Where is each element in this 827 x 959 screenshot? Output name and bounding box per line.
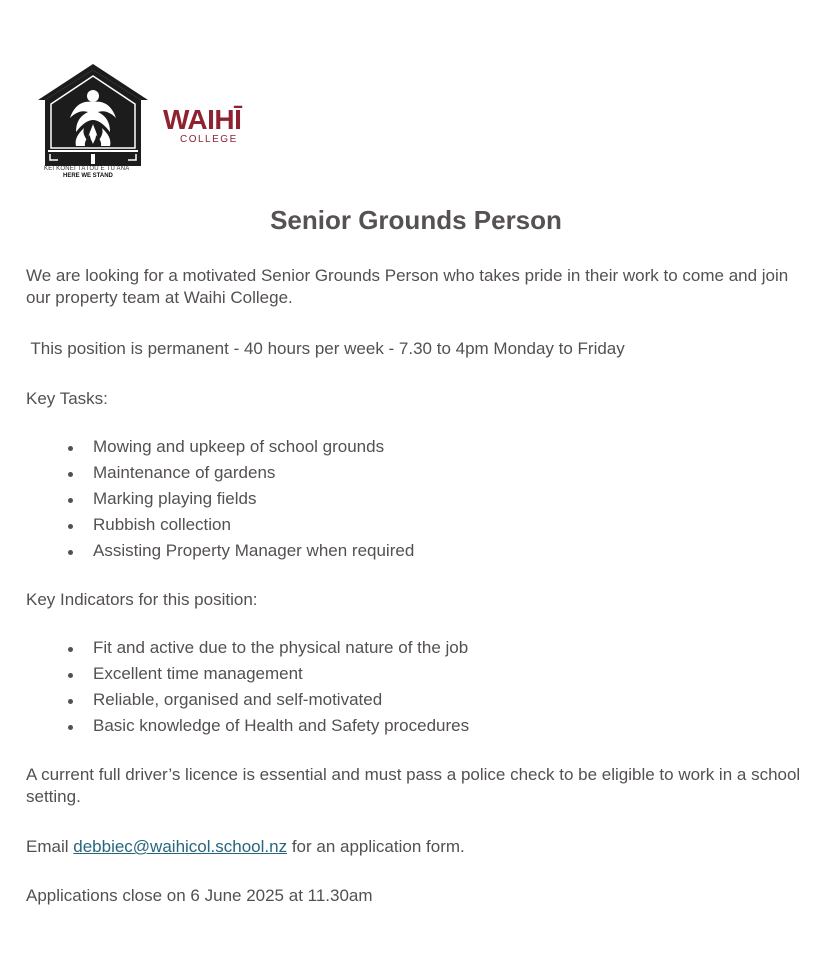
indicators-heading: Key Indicators for this position: bbox=[26, 590, 258, 609]
licence-note: A current full driver’s licence is essential and must pass a police check to be eligible to work in a school setting. bbox=[26, 765, 801, 806]
list-item: Maintenance of gardens bbox=[26, 460, 414, 486]
email-link[interactable]: debbiec@waihicol.school.nz bbox=[73, 837, 288, 856]
email-suffix: for an application form. bbox=[291, 837, 465, 856]
list-item: Assisting Property Manager when required bbox=[26, 538, 414, 564]
position-info: This position is permanent - 40 hours per week - 7.30 to 4pm Monday to Friday bbox=[26, 339, 625, 358]
logo-motto-english: HERE WE STAND bbox=[63, 173, 113, 179]
list-item: Rubbish collection bbox=[26, 512, 414, 538]
email-prefix: Email bbox=[26, 837, 69, 856]
page-title: Senior Grounds Person bbox=[270, 205, 562, 235]
tasks-heading: Key Tasks: bbox=[26, 389, 108, 408]
closing-date: Applications close on 6 June 2025 at 11.30am bbox=[26, 886, 373, 905]
house-phoenix-crest-icon bbox=[36, 62, 150, 166]
intro-paragraph: We are looking for a motivated Senior Grounds Person who takes pride in their work to come and join our property team at Waihi College. bbox=[26, 266, 789, 307]
logo-motto-maori: KEI KONEI TĀTOU E TŪ ANA bbox=[44, 166, 130, 172]
list-item: Basic knowledge of Health and Safety procedures bbox=[26, 713, 469, 739]
logo-wordmark bbox=[163, 106, 253, 145]
logo-wordmark-sub: COLLEGE bbox=[180, 134, 238, 145]
school-logo bbox=[36, 62, 266, 184]
indicators-list bbox=[26, 635, 469, 739]
tasks-list bbox=[26, 434, 414, 564]
email-line bbox=[26, 836, 816, 858]
list-item: Marking playing fields bbox=[26, 486, 414, 512]
list-item: Reliable, organised and self-motivated bbox=[26, 687, 469, 713]
list-item: Excellent time management bbox=[26, 661, 469, 687]
list-item: Fit and active due to the physical nature of the job bbox=[26, 635, 469, 661]
logo-wordmark-main: WAIHĪ bbox=[163, 104, 242, 135]
list-item: Mowing and upkeep of school grounds bbox=[26, 434, 414, 460]
